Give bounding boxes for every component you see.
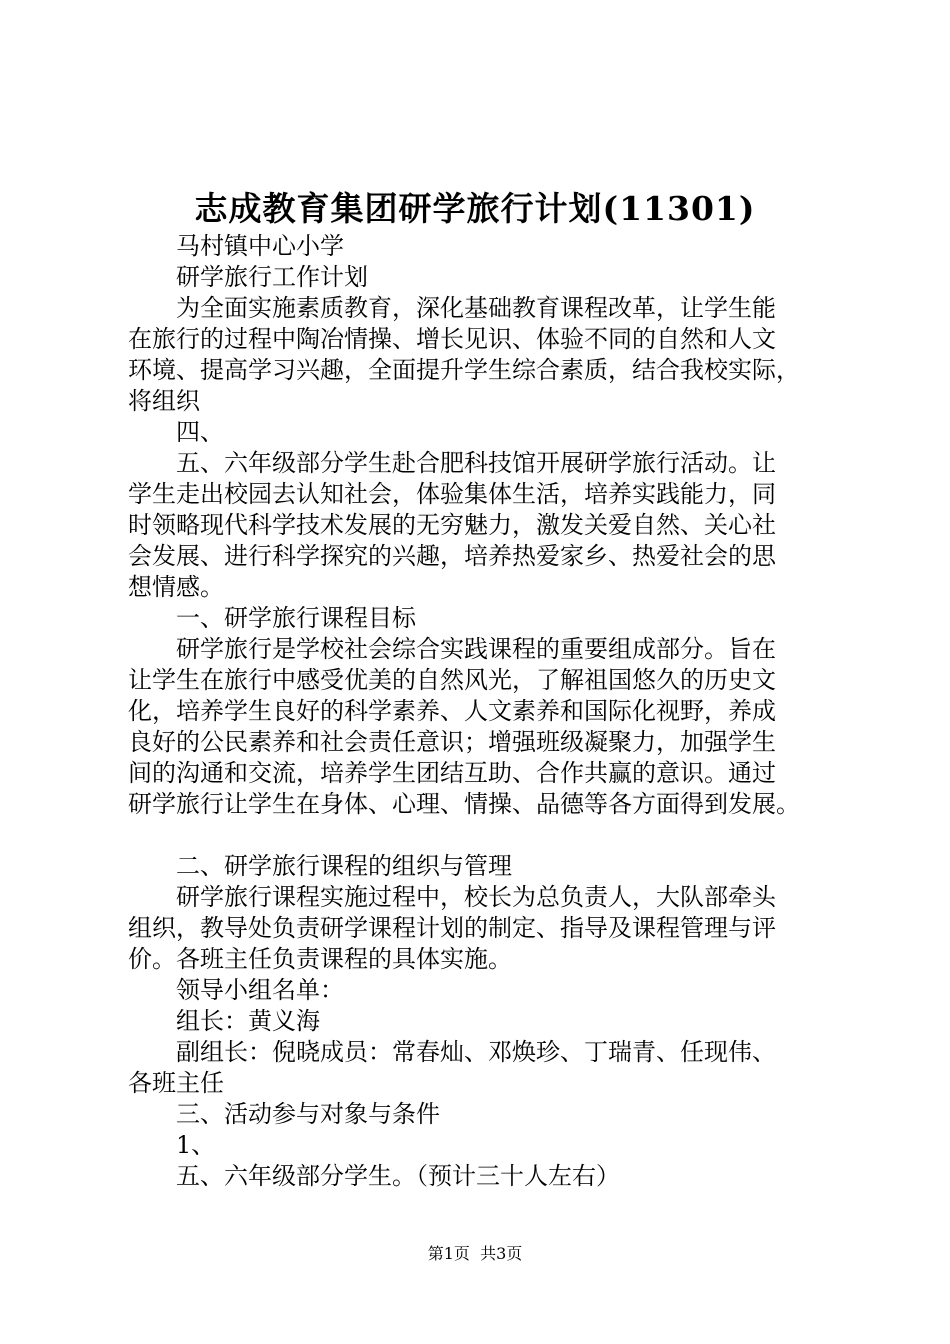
page-footer: 第1页 共3页 [427, 1244, 523, 1263]
document-line: 让学生在旅行中感受优美的自然风光，了解祖国悠久的历史文 [128, 666, 776, 694]
document-line: 研学旅行是学校社会综合实践课程的重要组成部分。旨在 [176, 635, 776, 663]
document-line: 三、活动参与对象与条件 [176, 1100, 440, 1128]
document-line: 为全面实施素质教育，深化基础教育课程改革，让学生能 [176, 294, 776, 322]
document-line: 研学旅行工作计划 [176, 263, 368, 291]
document-line: 研学旅行课程实施过程中，校长为总负责人，大队部牵头 [176, 883, 776, 911]
document-line: 组长：黄义海 [176, 1007, 320, 1035]
document-line: 良好的公民素养和社会责任意识；增强班级凝聚力，加强学生 [128, 728, 776, 756]
document-body [128, 231, 830, 1192]
document-line: 环境、提高学习兴趣，全面提升学生综合素质，结合我校实际， [128, 356, 800, 384]
document-line: 四、 [176, 418, 224, 446]
document-line: 想情感。 [128, 573, 224, 601]
document-line: 一、研学旅行课程目标 [176, 604, 416, 632]
document-line: 间的沟通和交流，培养学生团结互助、合作共赢的意识。通过 [128, 759, 776, 787]
document-line [128, 820, 830, 851]
document-line: 会发展、进行科学探究的兴趣，培养热爱家乡、热爱社会的思 [128, 542, 776, 570]
document-line: 价。各班主任负责课程的具体实施。 [128, 945, 512, 973]
document-line: 将组织 [128, 387, 200, 415]
document-line: 马村镇中心小学 [176, 232, 344, 260]
document-line: 研学旅行让学生在身体、心理、情操、品德等各方面得到发展。 [128, 790, 800, 818]
document-line: 学生走出校园去认知社会，体验集体生活，培养实践能力，同 [128, 480, 776, 508]
document-line: 化，培养学生良好的科学素养、人文素养和国际化视野，养成 [128, 697, 776, 725]
document-line: 组织，教导处负责研学课程计划的制定、指导及课程管理与评 [128, 914, 776, 942]
document-line: 二、研学旅行课程的组织与管理 [176, 852, 512, 880]
document-line: 时领略现代科学技术发展的无穷魅力，激发关爱自然、关心社 [128, 511, 776, 539]
document-line: 五、六年级部分学生赴合肥科技馆开展研学旅行活动。让 [176, 449, 776, 477]
document-line: 各班主任 [128, 1069, 224, 1097]
document-line: 领导小组名单： [176, 976, 344, 1004]
document-title: 志成教育集团研学旅行计划(11301) [194, 189, 756, 228]
document-line: 五、六年级部分学生。（预计三十人左右） [176, 1162, 620, 1190]
document-line: 在旅行的过程中陶冶情操、增长见识、体验不同的自然和人文 [128, 325, 776, 353]
document-line: 1、 [176, 1131, 216, 1159]
document-line: 副组长：倪晓成员：常春灿、邓焕珍、丁瑞青、任现伟、 [176, 1038, 776, 1066]
